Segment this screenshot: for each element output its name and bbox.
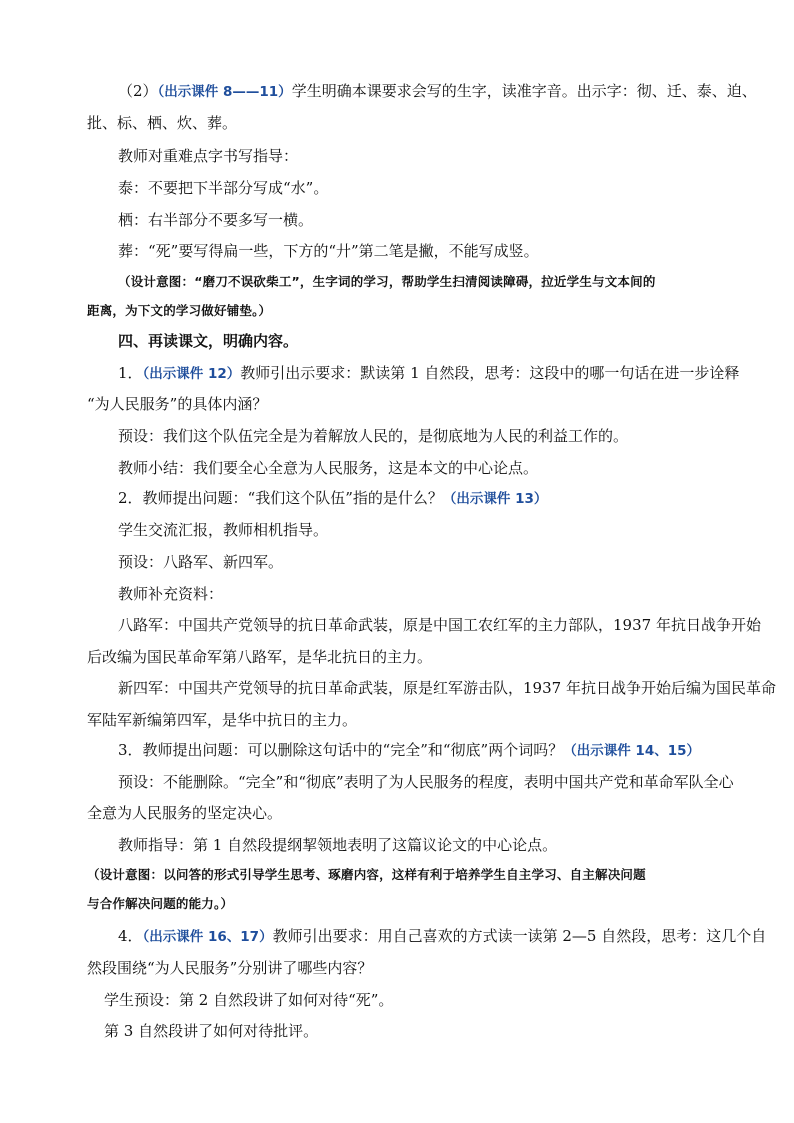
paragraph-text: 3．教师提出问题：可以删除这句话中的“完全”和“彻底”两个词吗？ [118,741,564,759]
paragraph-text: 然段围绕“为人民服务”分别讲了哪些内容？ [87,959,373,977]
paragraph-text: 预设：八路军、新四军。 [118,553,284,571]
question-3-line [118,739,700,762]
courseware-ref: （出示课件 13） [442,491,548,507]
paragraph-text: 泰：不要把下半部分写成“水”。 [118,179,329,197]
paragraph-text: 全意为人民服务的坚定决心。 [87,804,283,822]
paragraph-text: 教师对重难点字书写指导： [118,147,299,165]
courseware-ref: （出示课件 8——11） [157,84,292,100]
paragraph-text: 教师引出示要求：默读第 1 自然段，思考：这段中的哪一句话在进一步诠释 [240,364,740,382]
paragraph-text: 教师引出要求：用自己喜欢的方式读一读第 2—5 自然段，思考：这几个自 [272,927,767,945]
paragraph-text: 第 3 自然段讲了如何对待批评。 [104,1022,319,1040]
item-number: 4． [118,927,143,945]
design-intent-note: 距离，为下文的学习做好铺垫。） [87,303,272,318]
paragraph-text: 教师补充资料： [118,585,224,603]
paragraph-text: 教师小结：我们要全心全意为人民服务，这是本文的中心论点。 [118,459,539,477]
paragraph-text: 后改编为国民革命军第八路军，是华北抗日的主力。 [87,648,433,666]
paragraph-text: 新四军：中国共产党领导的抗日革命武装，原是红军游击队，1937 年抗日战争开始后编为国民革命 [118,679,776,697]
question-1-line [118,362,739,385]
courseware-ref: （出示课件 12） [142,366,241,382]
paragraph-text: 预设：我们这个队伍完全是为着解放人民的，是彻底地为人民的利益工作的。 [118,427,629,445]
design-intent-note: （设计意图：“磨刀不误砍柴工”，生字词的学习，帮助学生扫清阅读障碍，拉近学生与文本间的 [118,274,656,289]
paragraph-text: 预设：不能删除。“完全”和“彻底”表明了为人民服务的程度，表明中国共产党和革命军队全心 [118,773,734,791]
question-4-line [118,925,766,948]
item-number: （2） [118,82,158,100]
design-intent-note: 与合作解决问题的能力。） [87,896,234,911]
paragraph-text: “为人民服务”的具体内涵？ [87,395,268,413]
paragraph-2-line [118,80,757,103]
paragraph-text: 教师指导：第 1 自然段提纲挈领地表明了这篇议论文的中心论点。 [118,836,558,854]
courseware-ref: （出示课件 16、17） [142,929,273,945]
paragraph-text: 八路军：中国共产党领导的抗日革命武装，原是中国工农红军的主力部队，1937 年抗日战争开始 [118,616,761,634]
section-heading: 四、再读课文，明确内容。 [118,332,299,350]
design-intent-note: （设计意图：以问答的形式引导学生思考、琢磨内容，这样有利于培养学生自主学习、自主解决问题 [87,867,646,882]
item-number: 1． [118,364,143,382]
courseware-ref: （出示课件 14、15） [563,743,701,759]
paragraph-text: 2．教师提出问题：“我们这个队伍”指的是什么？ [118,489,443,507]
paragraph-text: 批、标、栖、炊、葬。 [87,114,238,132]
paragraph-text: 学生交流汇报，教师相机指导。 [118,521,329,539]
paragraph-text: 学生预设：第 2 自然段讲了如何对待“死”。 [104,991,394,1009]
paragraph-text: 栖：右半部分不要多写一横。 [118,211,314,229]
paragraph-text: 学生明确本课要求会写的生字，读准字音。出示字：彻、迁、泰、迫、 [291,82,757,100]
paragraph-text: 葬：“死”要写得扁一些，下方的“廾”第二笔是撇，不能写成竖。 [118,242,539,260]
paragraph-text: 军陆军新编第四军，是华中抗日的主力。 [87,711,358,729]
question-2-line [118,487,547,510]
